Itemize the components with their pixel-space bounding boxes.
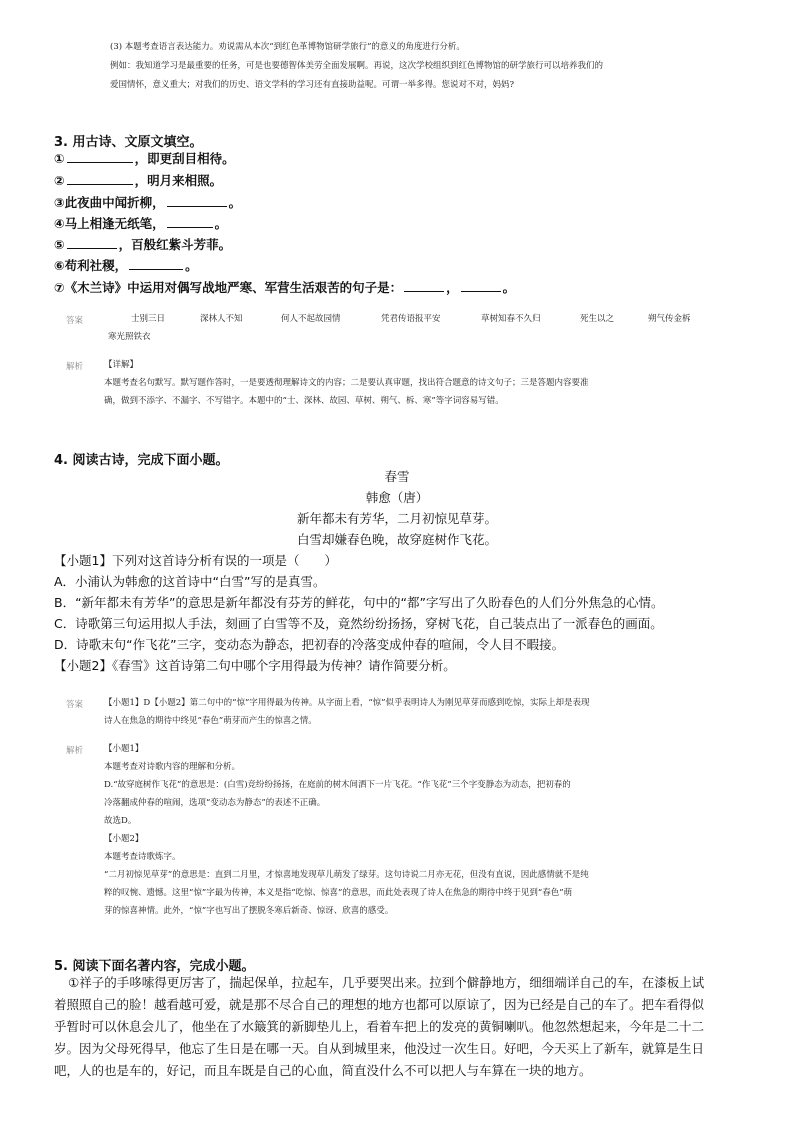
q5-passage-line-5: 吧，人的也是车的，好记，而且车既是自己的心血，简直没什么不可以把人与车算在一块的地方。: [54, 1063, 592, 1078]
q4-option-c[interactable]: C．诗歌第三句运用拟人手法，刻画了白雪等不及，竟然纷纷扬扬，穿树飞花，自己装点出了一派春色的画面。: [54, 616, 663, 631]
answer-label: 答案: [66, 700, 84, 710]
analysis-label: 解析: [66, 362, 84, 372]
q4-answer-line-1: 【小题1】D【小题2】第二句中的“惊”字用得最为传神。从字面上看，“惊”似乎表明诗人为刚见草芽而感到吃惊，实际上却是表现: [104, 698, 590, 708]
q5-heading: 5. 阅读下面名著内容，完成小题。: [54, 959, 255, 974]
q4-analysis-line-1: 【小题1】: [104, 744, 144, 754]
q4-option-d[interactable]: D．诗歌末句“作飞花”三字，变动态为静态，把初春的冷落变成仲春的喧闹，令人目不暇接。: [54, 637, 565, 652]
poem-line-2: 白雪却嫌春色晚，故穿庭树作飞花。: [296, 532, 497, 547]
q4-analysis-line-7: 本题考查诗歌炼字。: [104, 852, 181, 862]
poem-author: 韩愈（唐）: [365, 490, 429, 505]
q3-answer-1: 士别三日: [131, 314, 166, 324]
q3-line-3: ③此夜曲中闻折柳， 。: [54, 195, 242, 210]
q3-analysis-line-2: 确，做到不添字、不漏字、不写错字。本题中的“士、深林、故园、草树、朔气、柝、寒”等字词容易写错。: [104, 396, 504, 406]
answer-label: 答案: [66, 316, 84, 326]
q3-answer-8: 寒光照铁衣: [108, 332, 151, 342]
q3-line-6: ⑥苟利社稷， 。: [54, 258, 198, 273]
q3-answer-7: 朔气传金柝: [648, 314, 691, 324]
q3-answer-2: 深林人不知: [200, 314, 243, 324]
intro-line-2: 例如：我知道学习是最重要的任务，可是也要德智体美劳全面发展啊。再说，这次学校组织到红色博物馆的研学旅行可以培养我们的: [110, 61, 604, 71]
q4-option-a[interactable]: A．小浦认为韩愈的这首诗中“白雪”写的是真雪。: [54, 574, 326, 589]
q4-sub-question-1: 【小题1】下列对这首诗分析有误的一项是（ ）: [54, 553, 337, 568]
intro-line-1: (3) 本题考查语言表达能力。劝说需从本次“到红色革博物馆研学旅行”的意义的角度进行分析。: [110, 42, 465, 52]
q4-analysis-line-6: 【小题2】: [104, 834, 144, 844]
q4-analysis-line-10: 芽的惊喜神情。此外，“惊”字也写出了摆脱冬寒后新奇、惊讶、欣喜的感受。: [104, 906, 394, 916]
answer-blank[interactable]: [404, 278, 444, 292]
q3-answer-4: 凭君传语报平安: [381, 314, 441, 324]
q3-line-5: ⑤ ，百般红紫斗芳菲。: [54, 237, 232, 252]
q4-analysis-line-4: 冷落翻成仲春的喧闹，选项“变动态为静态”的表述不正确。: [104, 798, 326, 808]
q5-passage-line-1: ①祥子的手哆嗦得更厉害了，揣起保单，拉起车，几乎要哭出来。拉到个僻静地方，细细端详自己的车，在漆板上试: [68, 975, 705, 990]
answer-blank[interactable]: [67, 149, 133, 163]
q4-analysis-line-5: 故选D。: [104, 816, 137, 826]
q4-sub-question-2: 【小题2】《春雪》这首诗第二句中哪个字用得最为传神？请作简要分析。: [54, 658, 456, 673]
q4-analysis-line-8: “二月初惊见草芽”的意思是：直到二月里，才惊喜地发现草儿萌发了绿芽。这句诗说二月亦无花，但没有直说，因此感情就不是纯: [104, 870, 589, 880]
q4-answer-line-2: 诗人在焦急的期待中终见“春色”萌芽而产生的惊喜之情。: [104, 716, 317, 726]
q4-analysis-line-3: D.“故穿庭树作飞花”的意思是：(白雪)竞纷纷扬扬，在庭前的树木间洒下一片飞花。“作飞花”三个字变静态为动态，把初春的: [104, 780, 571, 790]
q4-analysis-line-2: 本题考查对诗歌内容的理解和分析。: [104, 762, 241, 772]
answer-blank[interactable]: [67, 235, 117, 249]
q5-passage-line-2: 着照照自己的脸！越看越可爱，就是那不尽合自己的理想的地方也都可以原谅了，因为已经是自己的车了。把车看得似: [54, 997, 705, 1012]
q3-line-4: ④马上相逢无纸笔， 。: [54, 216, 228, 231]
poem-line-1: 新年都未有芳华，二月初惊见草芽。: [296, 511, 497, 526]
answer-blank[interactable]: [129, 256, 183, 270]
q3-line-2: ② ，明月来相照。: [54, 173, 223, 188]
analysis-label: 解析: [66, 746, 84, 756]
q3-line-1: ① ，即更刮目相待。: [54, 151, 235, 166]
answer-blank[interactable]: [167, 214, 213, 228]
q3-analysis-tag: 【详解】: [104, 360, 139, 370]
q4-heading: 4. 阅读古诗，完成下面小题。: [54, 453, 229, 468]
q5-passage-line-4: 岁。因为父母死得早，他忘了生日是在哪一天。自从到城里来，他没过一次生日。好吧，今天买上了新车，就算是生日: [54, 1041, 705, 1056]
answer-blank[interactable]: [67, 171, 133, 185]
q3-line-7: ⑦《木兰诗》中运用对偶写战地严寒、军营生活艰苦的句子是： ， 。: [54, 280, 516, 295]
answer-blank[interactable]: [167, 193, 227, 207]
q3-analysis-line-1: 本题考查名句默写。默写题作答时，一是要透彻理解诗文的内容；二是要认真审题，找出符合题意的诗文句子；三是答题内容要准: [104, 378, 589, 388]
q3-heading: 3. 用古诗、文原文填空。: [54, 135, 203, 150]
q3-answer-3: 何人不起故园情: [281, 314, 341, 324]
q3-answer-5: 草树知春不久归: [481, 314, 541, 324]
intro-line-3: 爱国情怀，意义重大；对我们的历史、语文学科的学习还有直接助益呢。可谓一举多得。您说对不对，妈妈?: [110, 80, 515, 90]
q4-option-b[interactable]: B．“新年都未有芳华”的意思是新年都没有芬芳的鲜花，句中的“都”字写出了久盼春色的人们分外焦急的心情。: [54, 595, 664, 610]
poem-title: 春雪: [384, 469, 410, 484]
answer-blank[interactable]: [461, 278, 501, 292]
q3-answer-6: 死生以之: [580, 314, 615, 324]
q4-analysis-line-9: 粹的叹惋、遗憾。这里“惊”字最为传神，本义是指“吃惊、惊喜”的意思，而此处表现了诗人在焦急的期待中终于见到“春色”萌: [104, 888, 573, 898]
q5-passage-line-3: 乎暂时可以休息会儿了，他坐在了水簸箕的新脚垫儿上，看着车把上的发亮的黄铜喇叭。他忽然想起来，今年是二十二: [54, 1019, 705, 1034]
